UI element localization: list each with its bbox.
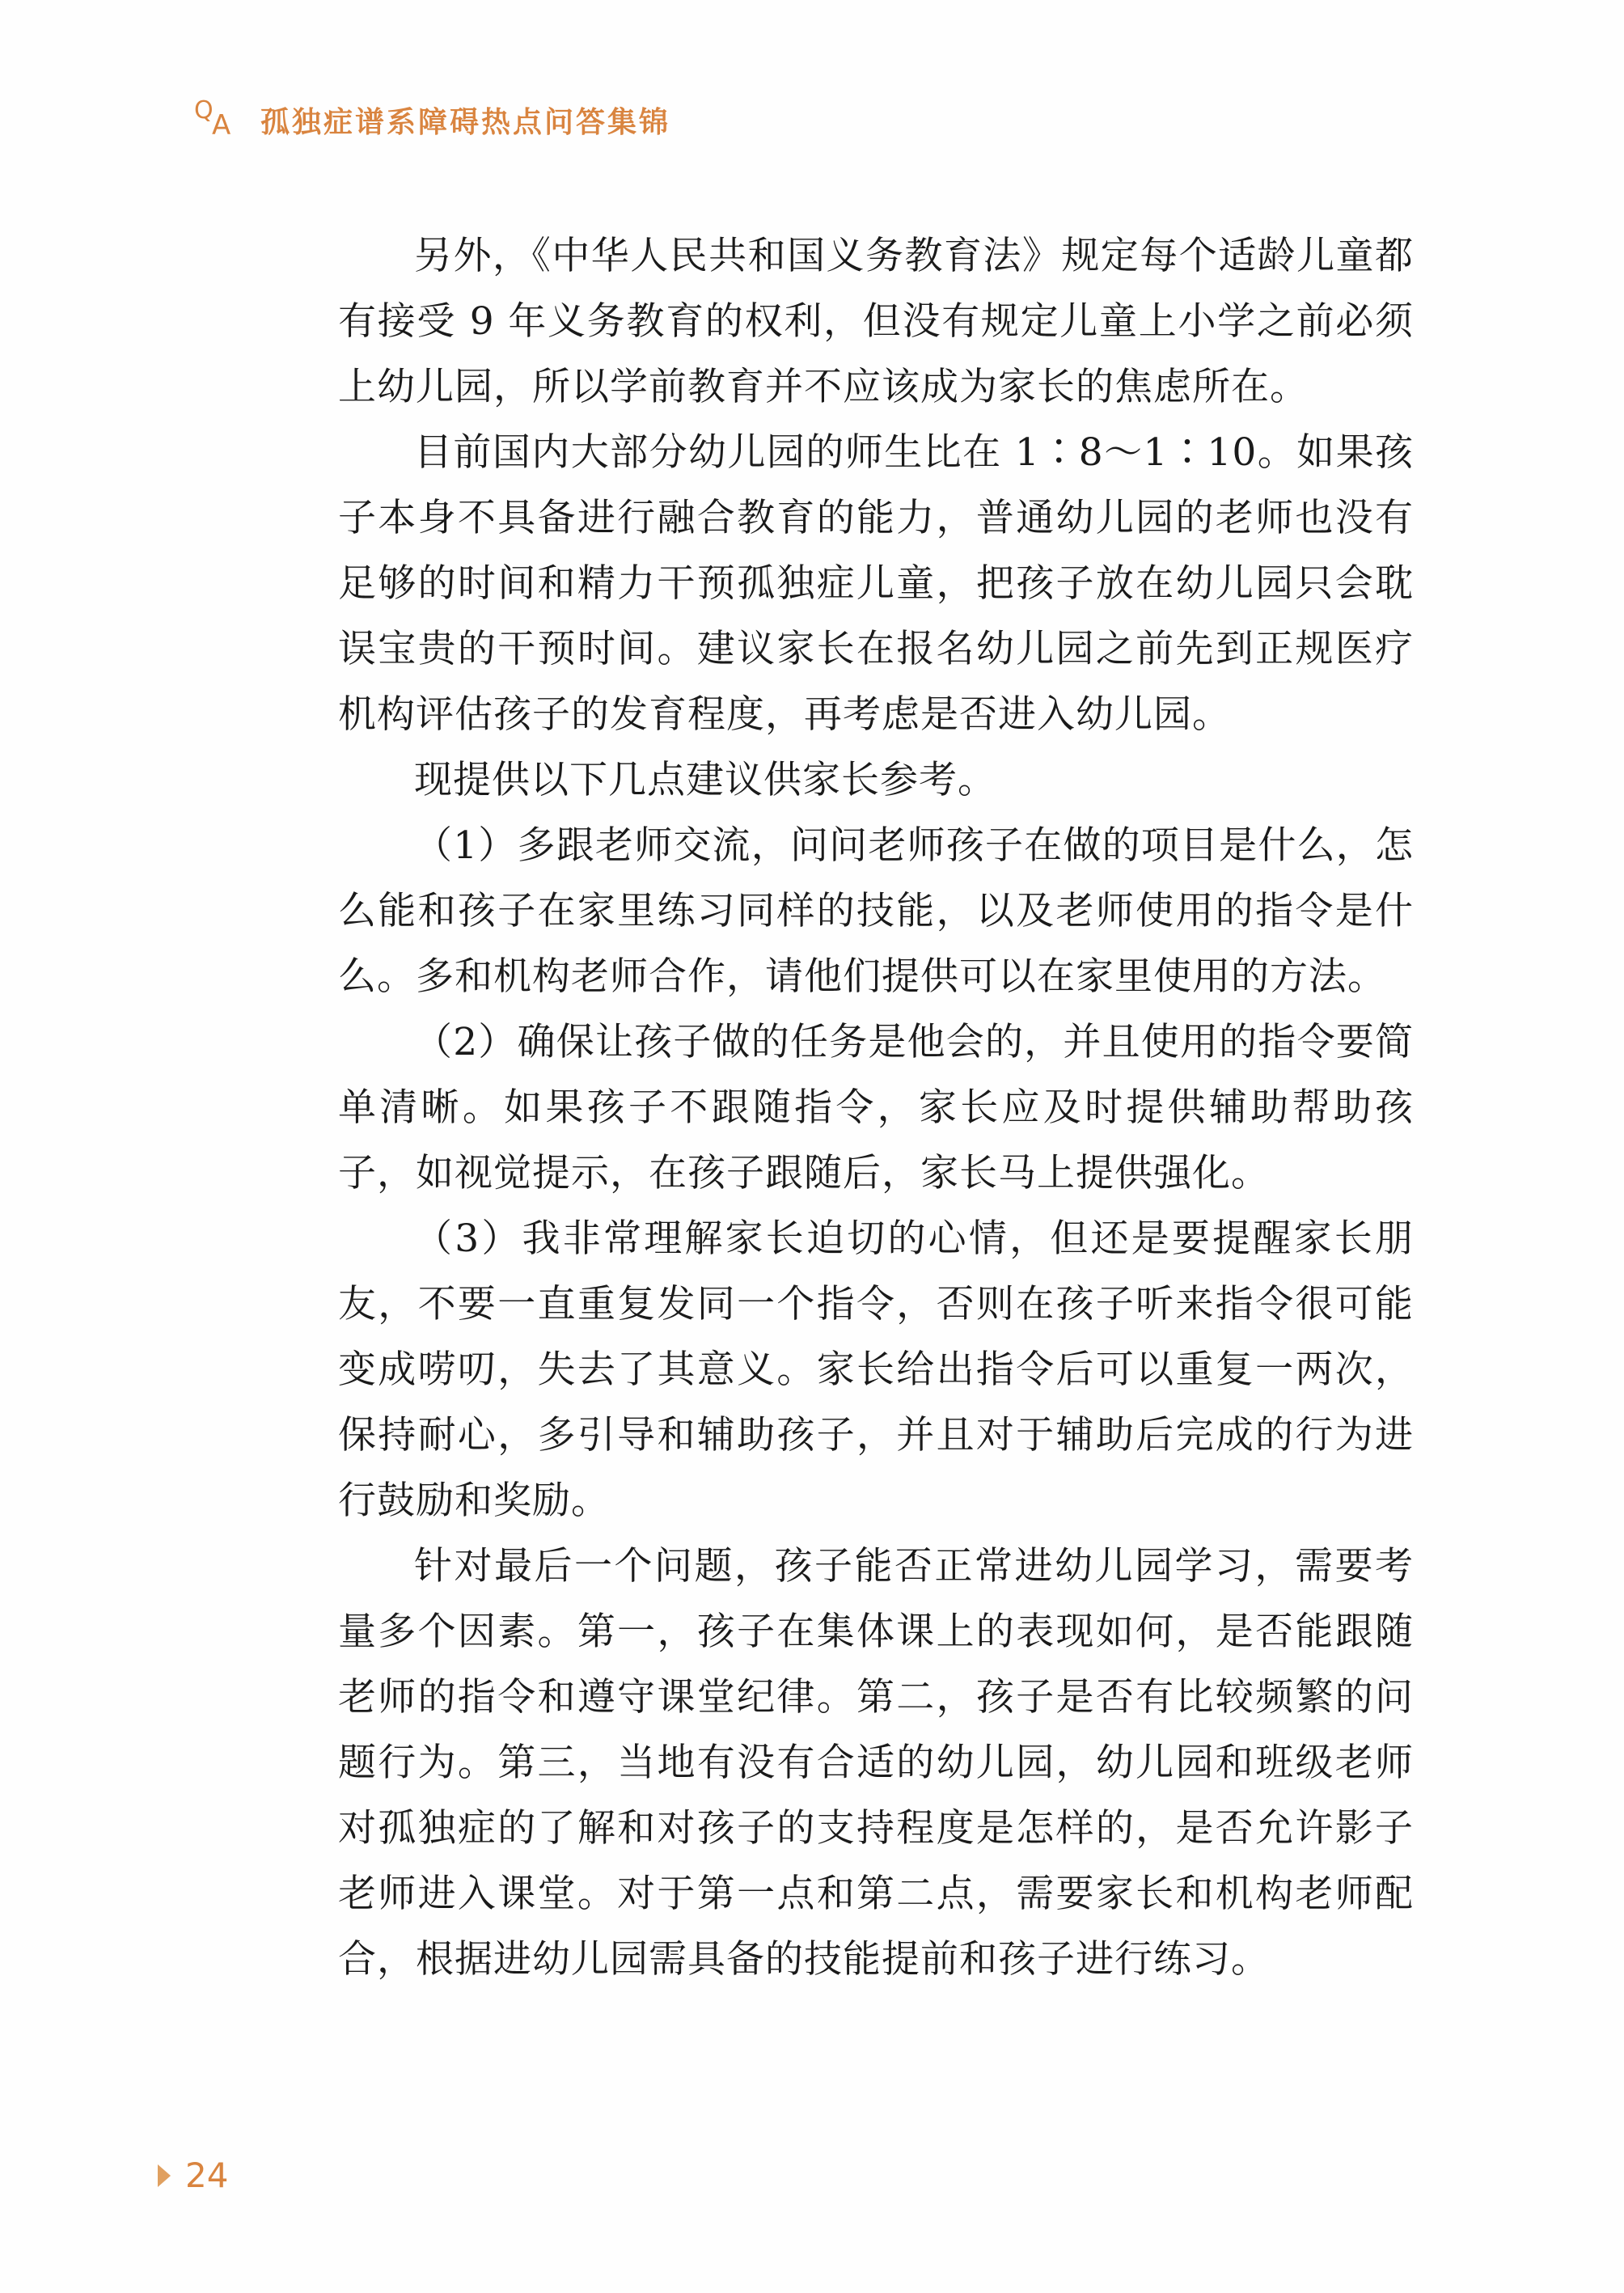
paragraph-suggestions-intro: 现提供以下几点建议供家长参考。 [414, 758, 996, 802]
paragraph-kindergarten-factors: 针对最后一个问题，孩子能否正常进幼儿园学习，需要考量多个因素。第一，孩子在集体课上的表现如何，是否能跟随老师的指令和遵守课堂纪律。第二，孩子是否有比较频繁的问题行为。第三，当地有没有合适的幼儿园，幼儿园和班级老师对孤独症的了解和对孩子的支持程度是怎样的，是否允许影子老师进入课堂。对于第一点和第二点，需要家长和机构老师配合，根据进幼儿园需具备的技能提前和孩子进行练习。 [338, 1544, 1414, 1982]
paragraph-compulsory-education: 另外，《中华人民共和国义务教育法》规定每个适龄儿童都有接受 9 年义务教育的权利，但没有规定儿童上小学之前必须上幼儿园，所以学前教育并不应该成为家长的焦虑所在。 [338, 234, 1414, 409]
paragraph-suggestion-3: （3）我非常理解家长迫切的心情，但还是要提醒家长朋友，不要一直重复发同一个指令，否则在孩子听来指令很可能变成唠叨，失去了其意义。家长给出指令后可以重复一两次，保持耐心，多引导和辅助孩子，并且对于辅助后完成的行为进行鼓励和奖励。 [338, 1216, 1414, 1523]
running-header [194, 95, 670, 144]
page-number: 24 [185, 2156, 229, 2195]
qa-logo-q: Q [194, 96, 214, 125]
paragraph-suggestion-2: （2）确保让孩子做的任务是他会的，并且使用的指令要简单清晰。如果孩子不跟随指令，家长应及时提供辅助帮助孩子，如视觉提示，在孩子跟随后，家长马上提供强化。 [338, 1020, 1414, 1195]
qa-logo-a: A [212, 109, 231, 142]
book-title: 孤独症谱系障碍热点问答集锦 [260, 105, 671, 139]
triangle-marker-icon [158, 2164, 171, 2187]
qa-logo-icon [194, 96, 243, 142]
paragraph-teacher-ratio: 目前国内大部分幼儿园的师生比在 1∶8～1∶10。如果孩子本身不具备进行融合教育的能力，普通幼儿园的老师也没有足够的时间和精力干预孤独症儿童，把孩子放在幼儿园只会耽误宝贵的干预时间。建议家长在报名幼儿园之前先到正规医疗机构评估孩子的发育程度，再考虑是否进入幼儿园。 [338, 430, 1414, 737]
page-body [338, 223, 1414, 1992]
page-footer [158, 2156, 228, 2195]
paragraph-suggestion-1: （1）多跟老师交流，问问老师孩子在做的项目是什么，怎么能和孩子在家里练习同样的技能，以及老师使用的指令是什么。多和机构老师合作，请他们提供可以在家里使用的方法。 [338, 823, 1414, 999]
